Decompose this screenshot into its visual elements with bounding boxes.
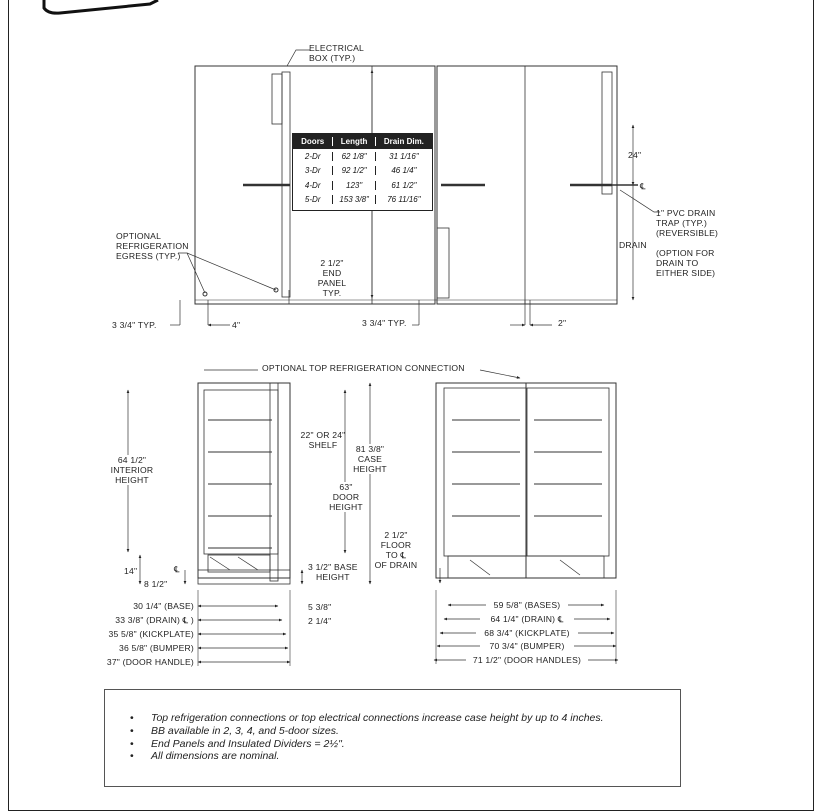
front-dim-door-handles: 71 1/2" (DOOR HANDLES): [466, 655, 588, 665]
dim-8-half-label: 8 1/2": [144, 579, 168, 589]
drain-trap-label: 1" PVC DRAIN TRAP (TYP.) (REVERSIBLE): [656, 208, 719, 238]
dim-14-label: 14": [124, 566, 138, 576]
dim-5-3-8-label: 5 3/8": [308, 602, 332, 612]
side-dim-base: 30 1/4" (BASE): [133, 601, 194, 611]
note-item: • All dimensions are nominal.: [151, 750, 680, 763]
centerline-symbol: ℄: [640, 181, 646, 191]
title-tab-graphic: [44, 0, 158, 13]
dim-24-label: 24": [628, 150, 642, 160]
drain-label: DRAIN: [619, 240, 647, 250]
optional-egress-label: OPTIONAL REFRIGERATION EGRESS (TYP.): [116, 231, 189, 261]
dim-4-label: 4": [232, 320, 241, 330]
side-dim-kickplate: 35 5/8" (KICKPLATE): [108, 629, 194, 639]
shelf-label: 22" OR 24" SHELF: [300, 430, 346, 450]
table-row: 4-Dr 123" 61 1/2": [293, 178, 432, 193]
typ-left-dim: 3 3/4" TYP.: [112, 320, 157, 330]
electrical-box-label: ELECTRICAL BOX (TYP.): [309, 43, 365, 63]
table-row: 2-Dr 62 1/8" 31 1/16": [293, 149, 432, 164]
front-dim-bases: 59 5/8" (BASES): [486, 600, 568, 610]
typ-mid-dim: 3 3/4" TYP.: [362, 318, 407, 328]
side-dim-bumper: 36 5/8" (BUMPER): [118, 643, 194, 653]
dim-2-1-4-label: 2 1/4": [308, 616, 332, 626]
optional-top-connection-label: OPTIONAL TOP REFRIGERATION CONNECTION: [262, 363, 465, 373]
front-dim-drain: 64 1/4" (DRAIN) ℄: [480, 614, 574, 624]
note-item: • End Panels and Insulated Dividers = 2½".: [151, 738, 680, 751]
interior-height-label: 64 1/2" INTERIOR HEIGHT: [108, 455, 156, 485]
end-panel-label: 2 1/2" END PANEL TYP.: [317, 258, 347, 298]
drain-option-label: (OPTION FOR DRAIN TO EITHER SIDE): [656, 248, 716, 278]
side-dim-door-handle: 37" (DOOR HANDLE): [106, 657, 194, 667]
table-header: Doors Length Drain Dim.: [293, 134, 432, 149]
notes-list: [105, 712, 680, 763]
table-row: 3-Dr 92 1/2" 46 1/4": [293, 164, 432, 179]
table-row: 5-Dr 153 3/8" 76 11/16": [293, 193, 432, 208]
floor-drain-label: 2 1/2" FLOOR TO ℄ OF DRAIN: [374, 530, 418, 570]
case-height-label: 81 3/8" CASE HEIGHT: [350, 444, 390, 474]
centerline-symbol: ℄: [174, 564, 180, 574]
base-height-label: 3 1/2" BASE HEIGHT: [308, 562, 358, 582]
front-dim-bumper: 70 3/4" (BUMPER): [480, 641, 574, 651]
note-item: • BB available in 2, 3, 4, and 5-door sizes.: [151, 725, 680, 738]
front-dim-kickplate: 68 3/4" (KICKPLATE): [476, 628, 578, 638]
dim-2-label: 2": [558, 318, 567, 328]
note-item: • Top refrigeration connections or top electrical connections increase case height by up to 4 inches.: [151, 712, 680, 725]
notes-box: [104, 689, 681, 787]
door-size-table: [292, 133, 433, 211]
side-dim-drain: 33 3/8" (DRAIN) ℄ ): [115, 615, 194, 625]
door-height-label: 63" DOOR HEIGHT: [329, 482, 363, 512]
